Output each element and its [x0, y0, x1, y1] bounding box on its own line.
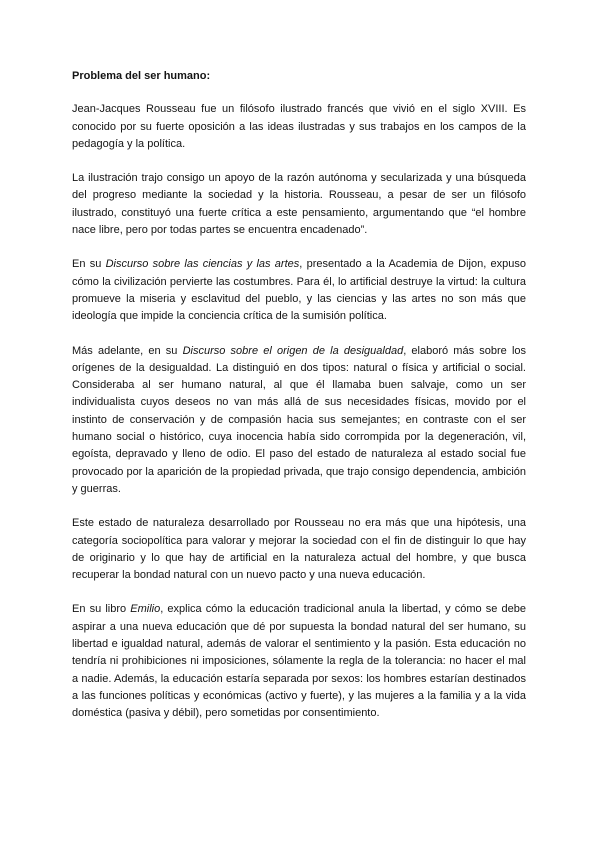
paragraph-text: , presentado a la Academia de Dijon, expuso cómo la civilización pervierte las costumbres. Para él, lo artificial destruye la virtud: la cultura promueve la miseria y esclavitud del pueblo, y las ciencias y las artes no son más que ideología que impide la conciencia crítica de la sumisión política. — [72, 258, 526, 323]
work-title: Discurso sobre las ciencias y las artes — [105, 258, 300, 271]
paragraph-enlightenment: La ilustración trajo consigo un apoyo de la razón autónoma y secularizada y una búsqueda del progreso mediante la sociedad y la historia. Rousseau, a pesar de ser un filósofo ilustrado, constituyó una fuerte crítica a este pensamiento, argumentando que “el hombre nace libre, pero por todas partes se encuentra encadenado”. — [72, 172, 526, 237]
paragraph-text: En su libro — [72, 603, 131, 616]
paragraph-text: Más adelante, en su — [72, 344, 183, 357]
paragraph-intro: Jean-Jacques Rousseau fue un filósofo ilustrado francés que vivió en el siglo XVIII. Es conocido por su fuerte oposición a las ideas ilustradas y sus trabajos en los campos de la pedagogía y la política. — [72, 103, 526, 150]
paragraph-discourse-inequality — [72, 343, 526, 499]
paragraph-text: , explica cómo la educación tradicional anula la libertad, y cómo se debe aspirar a una nueva educación que dé por supuesta la bondad natural del ser humano, su libertad e igualdad natural, además de valorar el sentimiento y la pasión. Esta educación no tendría ni prohibiciones ni imposiciones, sólamente la regla de la tolerancia: no hacer el mal a nadie. Además, la educación estaría separada por sexos: los hombres estarían destinados a las funciones políticas y económicas (activo y fuerte), y las mujeres a la familia y a la vida doméstica (pasiva y débil), pero sometidas por consentimiento. — [72, 603, 526, 720]
paragraph-text: , elaboró más sobre los orígenes de la desigualdad. La distinguió en dos tipos: natural o física y artificial o social. Consideraba al ser humano natural, al que él llamaba buen salvaje, como un ser individualista cuyos deseos no van más allá de sus necesidades físicas, movido por el instinto de conservación y de compasión hacia sus semejantes; en contraste con el ser humano social o histórico, cuya inocencia había sido corrompida por la degeneración, vil, egoísta, depravado y lleno de odio. El paso del estado de naturaleza al estado social fue provocado por la aparición de la propiedad privada, que trajo consigo dependencia, ambición y guerras. — [72, 344, 527, 495]
paragraph-discourse-sciences — [72, 256, 526, 325]
paragraph-emilio — [72, 601, 526, 722]
work-title: Emilio — [130, 603, 161, 616]
work-title: Discurso sobre el origen de la desigualdad — [182, 344, 404, 357]
document-body — [72, 68, 526, 740]
document-title: Problema del ser humano: — [72, 70, 211, 82]
paragraph-text: En su — [72, 258, 106, 271]
paragraph-state-of-nature: Este estado de naturaleza desarrollado por Rousseau no era más que una hipótesis, una categoría sociopolítica para valorar y mejorar la sociedad con el fin de distinguir lo que hay de originario y lo que hay de artificial en la naturaleza actual del hombre, y que busca recuperar la bondad natural con un nuevo pacto y una nueva educación. — [72, 517, 526, 582]
